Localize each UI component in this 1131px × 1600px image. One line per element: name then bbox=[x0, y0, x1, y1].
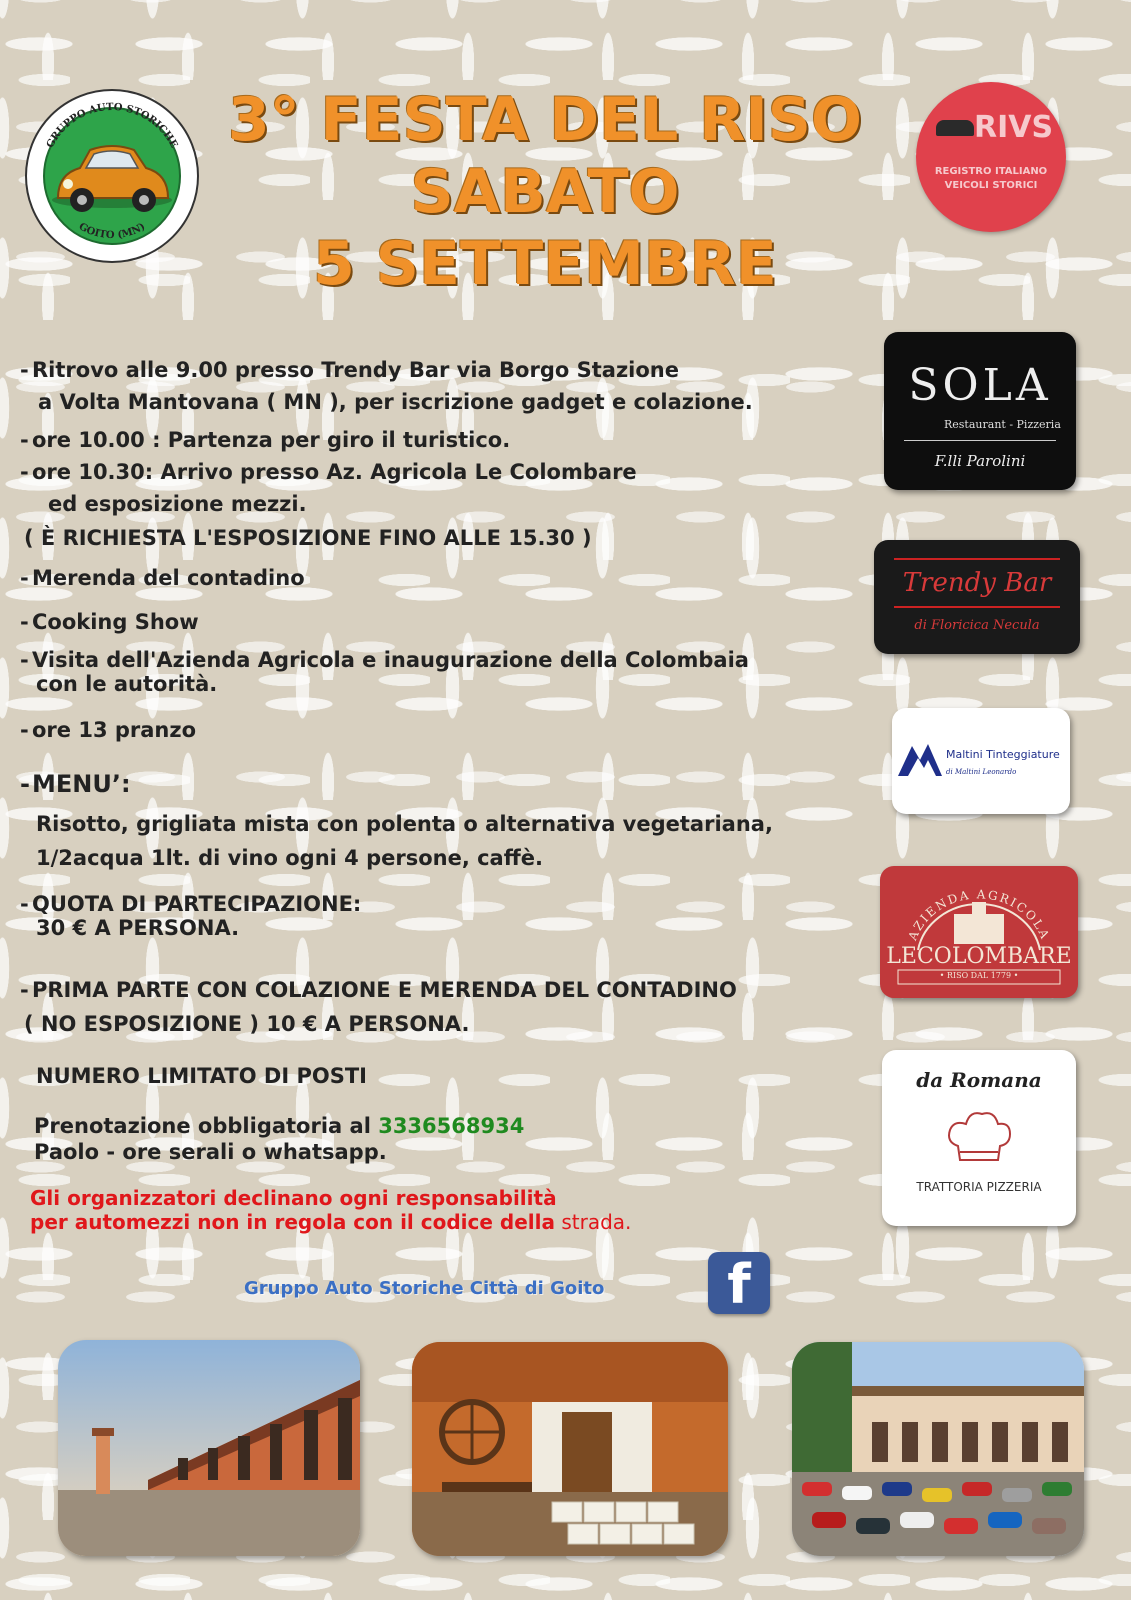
quota-price: 30 € A PERSONA. bbox=[36, 916, 240, 940]
booking-phone[interactable]: 3336568934 bbox=[378, 1114, 525, 1138]
rivs-line1: REGISTRO ITALIANO bbox=[934, 166, 1048, 177]
trendy-name: Trendy Bar bbox=[902, 568, 1052, 598]
rivs-line2: VEICOLI STORICI bbox=[944, 180, 1038, 191]
club-logo-text bbox=[24, 88, 200, 264]
program-item-6-cont: con le autorità. bbox=[36, 672, 218, 696]
sola-owner: F.lli Parolini bbox=[934, 452, 1026, 470]
prima-parte-line2: ( NO ESPOSIZIONE ) 10 € A PERSONA. bbox=[24, 1012, 470, 1036]
prima-parte-line1: - PRIMA PARTE CON COLAZIONE E MERENDA DEL CONTADINO bbox=[20, 978, 737, 1002]
disclaimer-line2: per automezzi non in regola con il codice della strada. bbox=[30, 1210, 632, 1234]
menu-line1: Risotto, grigliata mista con polenta o alternativa vegetariana, bbox=[36, 812, 773, 836]
event-day: SABATO bbox=[410, 157, 680, 227]
facebook-icon-letter: f bbox=[727, 1253, 751, 1316]
trendy-sub: di Floricica Necula bbox=[914, 618, 1040, 633]
program-item-3-cont: ed esposizione mezzi. bbox=[48, 492, 307, 516]
program-item-2: - ore 10.00 : Partenza per giro il turistico. bbox=[20, 428, 511, 452]
program-item-7: - ore 13 pranzo bbox=[20, 718, 197, 742]
event-title: 3° FESTA DEL RISO bbox=[227, 85, 863, 155]
colombare-arc-text: AZIENDA AGRICOLA bbox=[905, 887, 1053, 943]
sponsor-sola-logo bbox=[884, 332, 1076, 490]
sponsor-colombare-logo bbox=[880, 866, 1078, 998]
club-logo-bottom-text: GOITO (MN) bbox=[76, 221, 148, 242]
menu-heading: -MENU’: bbox=[20, 770, 131, 798]
event-date: 5 SETTEMBRE bbox=[313, 229, 777, 299]
menu-line2: 1/2acqua 1lt. di vino ogni 4 persone, caffè. bbox=[36, 846, 543, 870]
club-logo-top-text: GRUPPO AUTO STORICHE bbox=[44, 101, 180, 150]
limited-seats: NUMERO LIMITATO DI POSTI bbox=[36, 1064, 367, 1088]
sponsor-trendy-logo bbox=[874, 540, 1080, 654]
romana-sub: TRATTORIA PIZZERIA bbox=[916, 1180, 1042, 1194]
rivs-logo bbox=[916, 82, 1066, 232]
booking-line2: Paolo - ore serali o whatsapp. bbox=[34, 1140, 387, 1164]
photo-rice-shop-graphic bbox=[412, 1342, 728, 1556]
program-item-4: - Merenda del contadino bbox=[20, 566, 305, 590]
program-item-6: - Visita dell'Azienda Agricola e inaugurazione della Colombaia bbox=[20, 648, 749, 672]
rivs-car-icon bbox=[936, 120, 974, 136]
sponsor-maltini-logo bbox=[892, 708, 1070, 814]
club-logo bbox=[24, 88, 200, 264]
sponsor-romana-logo bbox=[882, 1050, 1076, 1226]
photo-farmhouse-graphic bbox=[58, 1340, 360, 1556]
program-item-3: - ore 10.30: Arrivo presso Az. Agricola Le Colombare bbox=[20, 460, 637, 484]
photo-farmhouse bbox=[58, 1340, 360, 1556]
rivs-name: RIVS bbox=[974, 110, 1054, 145]
maltini-mountain-icon bbox=[898, 738, 942, 778]
trendy-top-rule bbox=[894, 558, 1060, 560]
romana-name: da Romana bbox=[916, 1068, 1042, 1092]
sola-divider bbox=[904, 440, 1056, 441]
program-item-1-cont: a Volta Mantovana ( MN ), per iscrizione gadget e colazione. bbox=[38, 390, 753, 414]
quota-heading: - QUOTA DI PARTECIPAZIONE: bbox=[20, 892, 362, 916]
sola-sub: Restaurant - Pizzeria bbox=[944, 418, 1061, 431]
program-item-1: - Ritrovo alle 9.00 presso Trendy Bar via Borgo Stazione bbox=[20, 358, 679, 382]
photo-car-meet-graphic bbox=[792, 1342, 1084, 1556]
trendy-bottom-rule bbox=[894, 606, 1060, 608]
maltini-name: Maltini Tinteggiature bbox=[946, 748, 1060, 761]
colombare-name: LECOLOMBARE bbox=[886, 944, 1072, 969]
colombare-sub: • RISO DAL 1779 • bbox=[939, 971, 1019, 980]
svg-text:GRUPPO AUTO STORICHE bbox=[45, 102, 180, 150]
disclaimer-line1: Gli organizzatori declinano ogni responsabilità bbox=[30, 1186, 557, 1210]
program-exposition-note: ( È RICHIESTA L'ESPOSIZIONE FINO ALLE 15.30 ) bbox=[24, 526, 592, 550]
photo-rice-shop bbox=[412, 1342, 728, 1556]
program-item-5: - Cooking Show bbox=[20, 610, 199, 634]
facebook-icon[interactable] bbox=[708, 1252, 770, 1314]
sola-name: SOLA bbox=[908, 360, 1052, 411]
photo-car-meet bbox=[792, 1342, 1084, 1556]
chef-hat-icon bbox=[944, 1106, 1014, 1166]
booking-line1: Prenotazione obbligatoria al 3336568934 bbox=[34, 1114, 525, 1138]
footer-group-name: Gruppo Auto Storiche Città di Goito bbox=[244, 1278, 605, 1299]
maltini-sub: di Maltini Leonardo bbox=[946, 768, 1017, 776]
svg-text:GOITO (MN) bbox=[77, 221, 148, 241]
